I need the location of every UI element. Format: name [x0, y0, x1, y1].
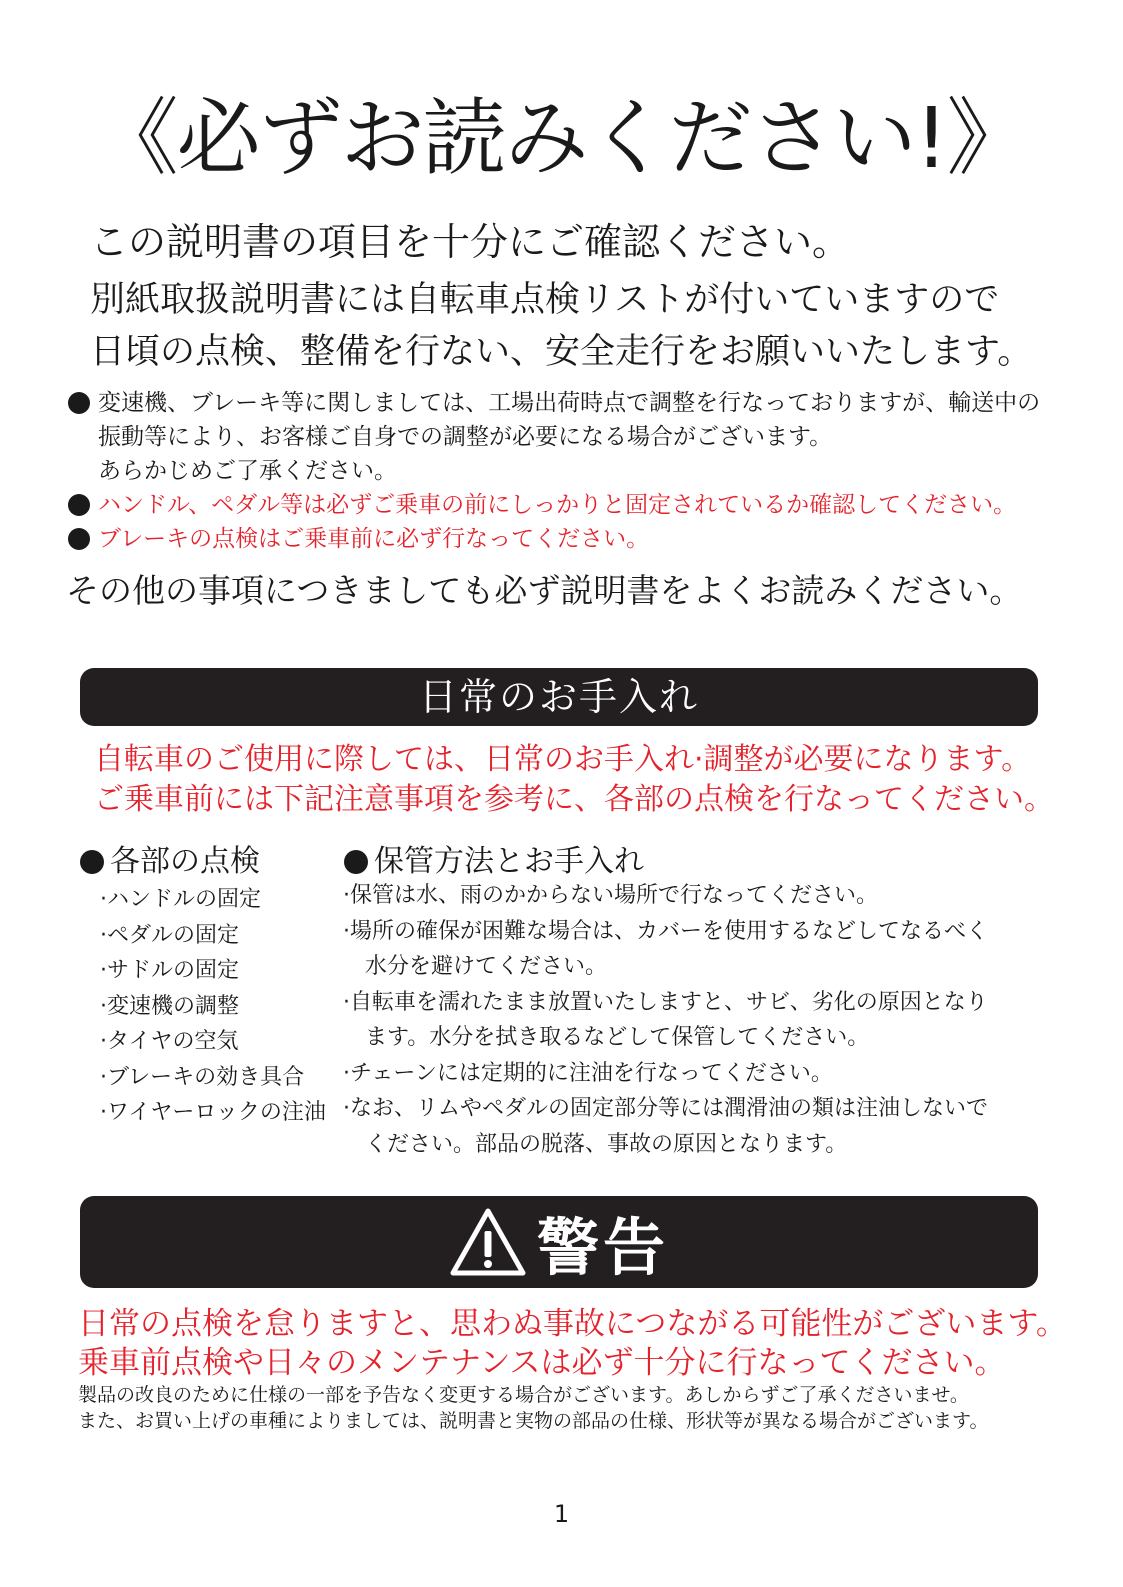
storage-heading-text: 保管方法とお手入れ — [374, 844, 644, 879]
bullet-dot-icon — [68, 528, 90, 550]
list-item: ·タイヤの空気 — [100, 1029, 239, 1054]
fine-print-2: また、お買い上げの車種によりましては、説明書と実物の部品の仕様、形状等が異なる場合がございます。 — [78, 1410, 989, 1432]
bullet-line: ブレーキの点検はご乗車前に必ず行なってください。 — [98, 526, 650, 552]
list-item: ·変速機の調整 — [100, 993, 239, 1019]
inspection-heading — [80, 842, 260, 882]
list-item: ·ペダルの固定 — [100, 922, 239, 948]
care-note-line-2: ご乗車前には下記注意事項を参考に、各部の点検を行なってください。 — [94, 782, 1054, 817]
bullet-dot-icon — [344, 850, 368, 874]
list-item: ·自転車を濡れたまま放置いたしますと、サビ、劣化の原因となり — [343, 989, 988, 1015]
inspection-heading-text: 各部の点検 — [110, 844, 260, 879]
list-item: ます。水分を拭き取るなどして保管してください。 — [343, 1025, 870, 1050]
bullet-dot-icon — [80, 850, 104, 874]
bullet-dot-icon — [68, 392, 90, 414]
bullet-item — [68, 488, 1058, 522]
warning-header-text: 警告 — [536, 1210, 669, 1284]
bullet-item — [68, 522, 1058, 556]
list-item: ·チェーンには定期的に注油を行なってください。 — [343, 1060, 833, 1086]
bullet-line: あらかじめご了承ください。 — [98, 458, 397, 484]
list-item: ·ハンドルの固定 — [100, 887, 261, 912]
care-note-line-1: 自転車のご使用に際しては、日常のお手入れ·調整が必要になります。 — [94, 742, 1032, 777]
list-item: ·ブレーキの効き具合 — [100, 1064, 305, 1090]
warning-line-1: 日常の点検を怠りますと、思わぬ事故につながる可能性がございます。 — [78, 1306, 1067, 1342]
bullet-line: 振動等により、お客様ご自身での調整が必要になる場合がございます。 — [98, 424, 833, 450]
list-item: 水分を避けてください。 — [343, 954, 608, 979]
bullet-line: ハンドル、ペダル等は必ずご乗車の前にしっかりと固定されているか確認してください。 — [98, 492, 1017, 518]
other-note: その他の事項につきましても必ず説明書をよくお読みください。 — [66, 571, 1023, 610]
intro-line-2: 別紙取扱説明書には自転車点検リストが付いていますので — [90, 280, 1000, 320]
fine-print-1: 製品の改良のために仕様の一部を予告なく変更する場合がございます。あしからずご了承くださいませ。 — [78, 1384, 969, 1406]
bullet-dot-icon — [68, 494, 90, 516]
storage-list — [343, 878, 1053, 1162]
bullet-item — [68, 386, 1058, 488]
warning-line-2: 乗車前点検や日々のメンテナンスは必ず十分に行なってください。 — [78, 1345, 1006, 1381]
list-item: ください。部品の脱落、事故の原因となります。 — [343, 1131, 848, 1157]
list-item: ·なお、リムやペダルの固定部分等には潤滑油の類は注油しないで — [343, 1096, 988, 1121]
intro-line-3: 日頃の点検、整備を行ない、安全走行をお願いいたします。 — [90, 332, 1033, 372]
page-title: 《必ずお読みください!》 — [94, 89, 1029, 187]
warning-section-header — [80, 1196, 1038, 1288]
storage-heading — [344, 842, 644, 882]
inspection-list — [100, 882, 326, 1131]
bullet-line: 変速機、ブレーキ等に関しましては、工場出荷時点で調整を行なっておりますが、輸送中の — [98, 390, 1041, 416]
list-item: ·保管は水、雨のかからない場所で行なってください。 — [343, 883, 878, 908]
page-number: 1 — [553, 1500, 570, 1528]
warning-triangle-icon — [449, 1207, 527, 1277]
list-item: ·場所の確保が困難な場合は、カバーを使用するなどしてなるべく — [343, 918, 988, 944]
care-section-header: 日常のお手入れ — [80, 668, 1038, 726]
list-item: ·サドルの固定 — [100, 958, 239, 983]
list-item: ·ワイヤーロックの注油 — [100, 1100, 326, 1125]
intro-line-1: この説明書の項目を十分にご確認ください。 — [90, 220, 851, 264]
notice-bullets — [68, 386, 1058, 556]
